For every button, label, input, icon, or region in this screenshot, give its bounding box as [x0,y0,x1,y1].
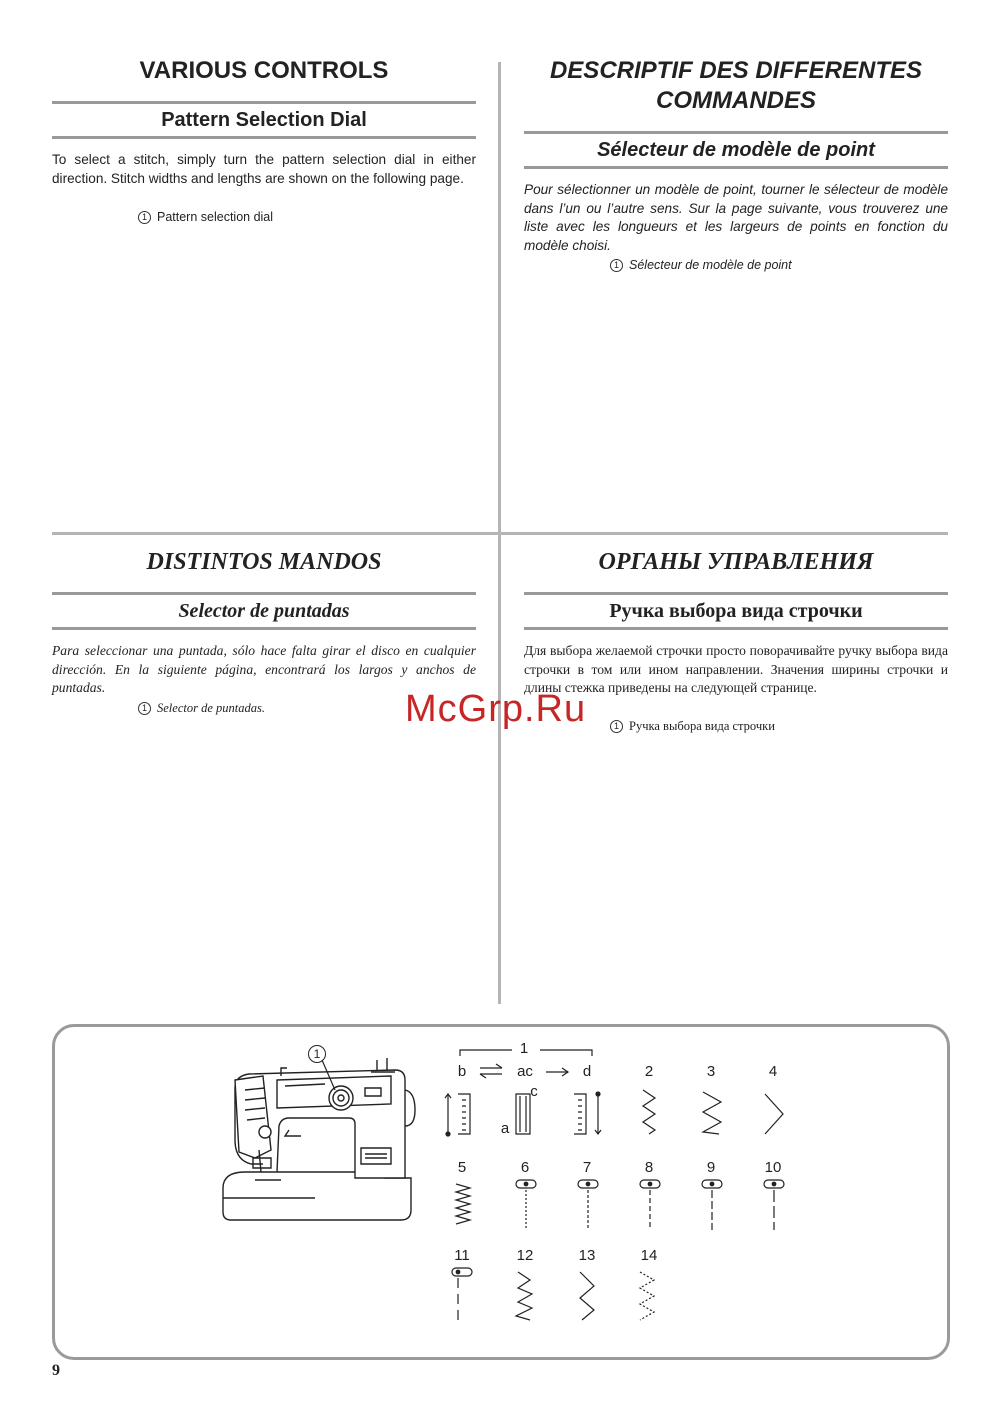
section-title-fr-line2: COMMANDES [656,87,816,114]
group-label: 1 [519,1040,529,1057]
stitch-number-14: 14 [640,1247,658,1264]
sub-label-c: c [530,1083,538,1100]
caption-ru [610,718,775,734]
caption-en-text: Pattern selection dial [157,210,274,224]
stitch-number-5: 5 [457,1159,467,1176]
stitch-number-8: 8 [644,1159,654,1176]
caption-fr-text: Sélecteur de modèle de point [629,258,792,272]
subtitle-en: Pattern Selection Dial [52,101,476,139]
section-title-fr [524,56,948,116]
section-title-es: DISTINTOS MANDOS [146,549,382,575]
stitch-number-7: 7 [582,1159,592,1176]
section-title-ru: ОРГАНЫ УПРАВЛЕНИЯ [598,549,874,575]
subtitle-es: Selector de puntadas [52,592,476,630]
body-ru: Для выбора желаемой строчки просто поворачивайте ручку выбора вида строчки в том или ином направлении. Значения ширины строчки и длины стежка приведены на следующей странице. [524,643,948,696]
caption-es [138,700,265,716]
watermark: McGrp.Ru [405,688,587,730]
callout-number-icon: 1 [138,211,151,224]
sub-label-b: b [457,1063,467,1080]
stitch-number-2: 2 [644,1063,654,1080]
callout-number-icon: 1 [610,720,623,733]
stitch-number-3: 3 [706,1063,716,1080]
page-number: 9 [52,1362,60,1379]
sub-label-d: d [582,1063,592,1080]
stitch-chart-graphics [440,1040,800,1340]
stitch-number-11: 11 [454,1247,470,1264]
stitch-number-4: 4 [768,1063,778,1080]
caption-es-text: Selector de puntadas. [157,701,265,715]
callout-number-icon: 1 [138,702,151,715]
body-es: Para seleccionar una puntada, sólo hace falta girar el disco en cualquier dirección. En la siguiente página, encontrará los largos y anchos de puntadas. [52,643,476,696]
caption-en [138,209,273,225]
subtitle-fr: Sélecteur de modèle de point [524,131,948,169]
stitch-number-9: 9 [706,1159,716,1176]
caption-ru-text: Ручка выбора вида строчки [629,719,775,733]
sub-label-a: a [500,1120,510,1137]
stitch-number-6: 6 [520,1159,530,1176]
body-fr: Pour sélectionner un modèle de point, tourner le sélecteur de modèle dans l’un ou l’autre sens. Sur la page suivante, vous trouverez une liste avec les longueurs et les largeurs de points en fonction du modèle choisi. [524,182,948,253]
subtitle-ru: Ручка выбора вида строчки [524,592,948,630]
sub-label-ac: ac [517,1063,533,1080]
stitch-number-10: 10 [764,1159,782,1176]
stitch-number-12: 12 [516,1247,534,1264]
stitch-number-13: 13 [578,1247,596,1264]
body-en: To select a stitch, simply turn the pattern selection dial in either direction. Stitch widths and lengths are shown on the following page. [52,152,476,186]
callout-number-icon: 1 [610,259,623,272]
sewing-machine-illustration [215,1040,425,1230]
section-title-fr-line1: DESCRIPTIF DES DIFFERENTES [549,57,923,84]
row-divider-horizontal [52,532,948,535]
section-title-en: VARIOUS CONTROLS [139,57,389,84]
dial-callout: 1 [308,1045,326,1063]
caption-fr [610,257,792,273]
